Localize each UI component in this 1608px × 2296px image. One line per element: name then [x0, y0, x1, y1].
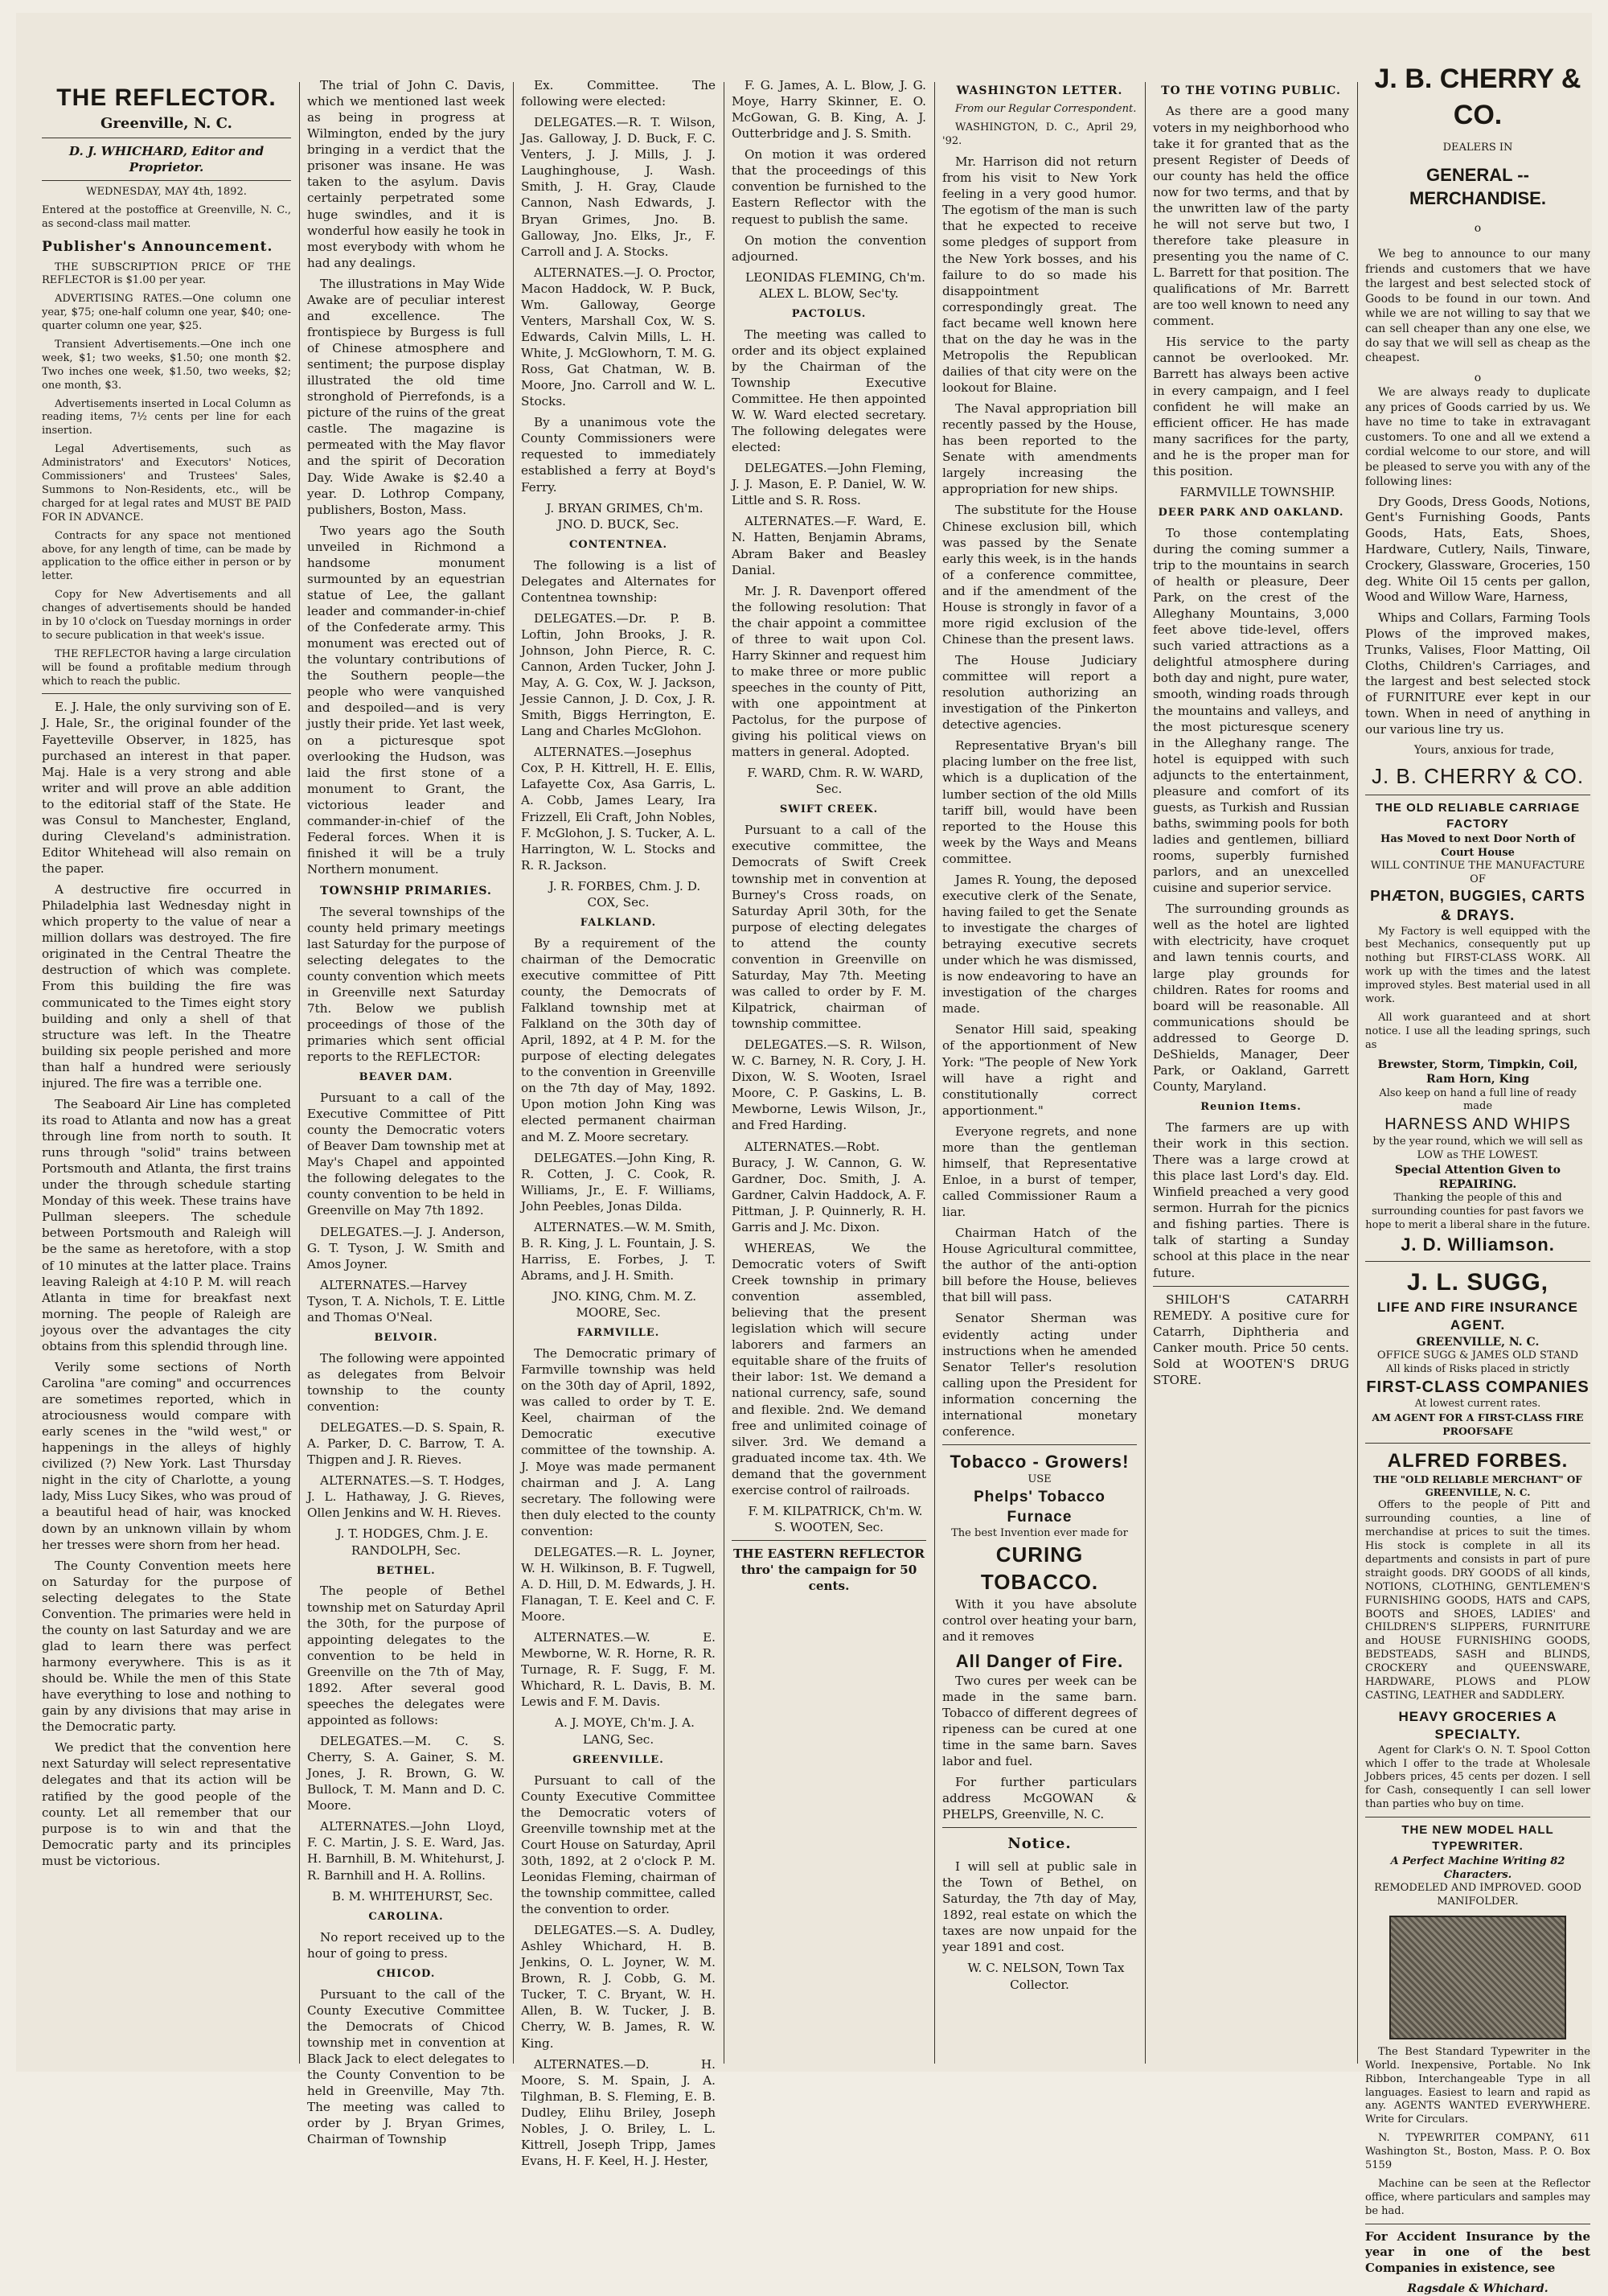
column-2 [307, 77, 505, 2147]
forbes-heavy-groceries: HEAVY GROCERIES A SPECIALTY. [1398, 1708, 1557, 1743]
news-para: The illustrations in May Wide Awake are of peculiar interest and excellence. The frontispiece by Burgess is full of Chinese atmosphere and sentiment; the purpose display illustrated the old time stronghold of Pierrefonds, is a picture of the ruins of the great castle. The magazine is permeated with the May flavor and the spirit of Decoration Day. Wide Awake is $2.40 a year. D. Lothrop Company, publishers, Boston, Mass. [307, 276, 505, 517]
ragsdale-signature: Ragsdale & Whichard. [1407, 2282, 1549, 2295]
news-para: The County Convention meets here on Saturday for the purpose of selecting delegates to the State Convention. The primaries were held in the county on last Saturday and we are glad to learn there was perfect harmony everywhere. This is as it should be. While the men of this State have everything to lose and nothing to gain by any divisions that may arise in the Democratic party. [42, 1558, 291, 1735]
notice-text: I will sell at public sale in the Town of Bethel, on Saturday, the 7th day of May, 1892, real estate on which the taxes are now unpaid for the year 1891 and cost. [942, 1859, 1137, 1955]
sugg-place: GREENVILLE, N. C. [1416, 1335, 1540, 1349]
township-heading: SWIFT CREEK. [779, 803, 879, 816]
delegates: DELEGATES.—R. L. Joyner, W. H. Wilkinson, B. F. Tugwell, A. D. Hill, D. M. Edwards, J. H. Flanagan, T. E. Keel and C. F. Moore. [521, 1544, 716, 1624]
news-para: His service to the party cannot be overlooked. Mr. Barrett has always been active in every campaign, and I feel confident he will make an efficient officer. He has made many sacrifices for the party, and he is the proper man for this position. [1153, 335, 1349, 479]
carriage-harness-pre: Also keep on hand a full line of ready made [1379, 1086, 1577, 1113]
campaign-promo: THE EASTERN REFLECTOR thro' the campaign for 50 cents. [733, 1546, 925, 1594]
cherry-name: J. B. CHERRY & CO. [1374, 64, 1581, 130]
news-para: Senator Sherman was evidently acting under instructions when he amended Senator Teller's resolution calling upon the President for information concerning the international monetary conference. [942, 1311, 1137, 1439]
alternates: ALTERNATES.—W. M. Smith, B. R. King, J. L. Fountain, J. S. Harriss, E. Forbes, J. T. Abrams, and J. H. Smith. [521, 1219, 716, 1284]
news-para: Two years ago the South unveiled in Richmond a handsome monument surmounted by an equestrian statue of Lee, the gallant leader and commander-in-chief of the Confederate army. This monument was erected out of the voluntary contributions of the Southern people—the people who were vanquished and despoiled—and is very justly their pride. Yet last week, on a picturesque spot overlooking the Hudson, was laid the first stone of a monument to Grant, the victorious leader and commander-in-chief of the Federal forces. When it is finished it will be a truly Northern monument. [307, 523, 505, 877]
news-para: The Democratic primary of Farmville township was held on the 30th day of April, 1892, was called to order by T. E. Keel, chairman of the Democratic executive committee of the township. A. J. Moye was made permanent chairman and J. A. Lang secretary. The following were then duly elected to the county convention: [521, 1346, 716, 1538]
masthead-date: WEDNESDAY, MAY 4th, 1892. [86, 186, 247, 199]
ad-text: My Factory is well equipped with the best Mechanics, consequently put up nothing but FIRST-CLASS WORK. All work up with the times and the latest improved styles. Best material used in all work. [1365, 925, 1590, 1006]
carriage-harness: HARNESS AND WHIPS [1384, 1115, 1571, 1134]
publisher-para: Legal Advertisements, such as Administrators' and Executors' Notices, Commissioners' and Trustees' Sales, Summons to Non-Residents, etc., will be charged for at legal rates and MUST BE PAID FOR IN ADVANCE. [42, 443, 291, 524]
news-para: Ex. Committee. The following were elected: [521, 78, 716, 109]
masthead-editor: D. J. WHICHARD, Editor and Proprietor. [68, 144, 265, 175]
signature: W. C. NELSON, Town Tax Collector. [967, 1961, 1125, 1992]
delegates: DELEGATES.—D. S. Spain, R. A. Parker, D. C. Barrow, T. A. Thigpen and J. R. Rieves. [307, 1420, 505, 1468]
ad-text: The Best Standard Typewriter in the World. Inexpensive, Portable. No Ink Ribbon, Interchangeable Type in all languages. Easiest to learn and rapid as any. AGENTS WANTED EVERYWHERE. Write for Circulars. [1365, 2045, 1590, 2126]
news-para: The trial of John C. Davis, which we mentioned last week as being in progress at Wilmington, ended by the jury bringing in a verdict that the prisoner was insane. He was taken to the asylum. Davis certainly perpetrated some huge swindles, and it is wonderful how easily he took in most everybody with whom he had any dealings. [307, 78, 505, 270]
forbes-sub: THE "OLD RELIABLE MERCHANT" OF GREENVILLE, N. C. [1373, 1473, 1582, 1498]
news-para: The several townships of the county held primary meetings last Saturday for the purpose of selecting delegates to the county convention which meets in Greenville next Saturday 7th. Below we publish proceedings of those of the primaries which sent official reports to the REFLECTOR: [307, 904, 505, 1065]
news-para: Pursuant to the call of the County Executive Committee the Democrats of Chicod township met in convention at Black Jack to elect delegates to the County Convention to be held in Greenville, May 7th. The meeting was called to order by J. Bryan Grimes, Chairman of Township [307, 1986, 505, 2147]
township-heading: FARMVILLE. [576, 1327, 660, 1340]
section-heading: TO THE VOTING PUBLIC. [1161, 84, 1341, 97]
sugg-first-class: FIRST-CLASS COMPANIES [1366, 1378, 1590, 1396]
carriage-springs: Brewster, Storm, Timpkin, Coil, Ram Horn, King [1377, 1058, 1578, 1086]
masthead-entry: Entered at the postoffice at Greenville, N. C., as second-class mail matter. [42, 204, 291, 231]
delegates: DELEGATES.—S. A. Dudley, Ashley Whichard, H. B. Jenkins, O. L. Joyner, W. M. Brown, R. J. Cobb, G. M. Tucker, T. C. Bryant, W. H. Allen, B. W. Tucker, J. B. Cherry, W. B. James, R. W. King. [521, 1923, 716, 2051]
cherry-dealers: DEALERS IN [1442, 141, 1513, 154]
news-para: The Naval appropriation bill recently passed by the House, has been reported to the Senate with amendments largely increasing the appropriation for new ships. [942, 401, 1137, 497]
delegates: DELEGATES.—John King, R. R. Cotten, J. C. Cook, R. Williams, Jr., E. F. Williams, John Peebles, Jonas Dilda. [521, 1150, 716, 1214]
delegates: DELEGATES.—Dr. P. B. Loftin, John Brooks, J. R. Johnson, John Pierce, R. C. Cannon, Arden Tucker, John J. May, A. G. Cox, W. J. Jackson, Jessie Cannon, J. D. Cox, J. R. Smith, Biggs Herrington, E. Lang and Charles McGlohon. [521, 610, 716, 739]
publisher-para: Contracts for any space not mentioned above, for any length of time, can be made by application to the office either in person or by letter. [42, 529, 291, 583]
tobacco-curing: CURING TOBACCO. [980, 1542, 1099, 1595]
alternates: ALTERNATES.—D. H. Moore, S. M. Spain, J. A. Tilghman, B. S. Fleming, E. B. Dudley, Elihu Briley, Joseph Nobles, J. O. Briley, L. L. Kittrell, Joseph Tripp, James Evans, H. F. Keel, H. J. Hester, [521, 2056, 716, 2168]
news-para: Senator Hill said, speaking of the apportionment of New York: "The people of New York will have a right and constitutionally correct apportionment." [942, 1022, 1137, 1118]
column-6 [1153, 77, 1349, 2064]
news-para: E. J. Hale, the only surviving son of E. J. Hale, Sr., the original founder of the Fayetteville Observer, in 1825, has purchased an interest in that paper. Maj. Hale is a very strong and able writer and will prove an able addition to the editorial staff of the State. He was Consul to Manchester, England, during Cleveland's administration. Editor Whitehead will also remain on the paper. [42, 700, 291, 877]
news-para: James R. Young, the deposed executive clerk of the Senate, having failed to get the Senate to investigate the charges of betraying executive secrets under which he was dismissed, is now endeavoring to have an investigation of the charges made. [942, 872, 1137, 1017]
township-heading: FALKLAND. [580, 916, 657, 929]
ad-text: Yours, anxious for trade, [1413, 743, 1555, 757]
tobacco-headline: Tobacco - Growers! [950, 1451, 1130, 1472]
typewriter-heading: THE NEW MODEL HALL TYPEWRITER. [1401, 1823, 1554, 1853]
publisher-para: THE SUBSCRIPTION PRICE OF THE REFLECTOR is $1.00 per year. [42, 261, 291, 287]
correspondent: From our Regular Correspondent. [955, 103, 1137, 116]
news-para: The meeting was called to order and its object explained by the Chairman of the Township Executive Committee. He then appointed W. W. Ward elected secretary. The following delegates were elected: [732, 327, 926, 455]
column-masthead [42, 77, 291, 2064]
carriage-moved: Has Moved to next Door North of Court House [1380, 833, 1575, 860]
news-para: We predict that the convention here next Saturday will select representative delegates and that its action will be ratified by the good people of the county. Let all remember that our purpose is to win and that the Democratic party and its principles must be victorious. [42, 1740, 291, 1868]
alternates: ALTERNATES.—W. E. Mewborne, W. R. Horne, R. R. Turnage, R. F. Sugg, F. M. Whichard, R. L. Davis, B. M. Lewis and F. M. Davis. [521, 1630, 716, 1710]
carriage-continue: WILL CONTINUE THE MANUFACTURE OF [1370, 860, 1585, 886]
township-heading: BEAVER DAM. [359, 1071, 453, 1084]
cherry-signature: J. B. CHERRY & CO. [1371, 764, 1585, 789]
signature: J. BRYAN GRIMES, Ch'm. JNO. D. BUCK, Sec. [546, 500, 704, 532]
ad-text: We beg to announce to our many friends and customers that we have the largest and best selected stock of Goods to be found in our town. And while we are not willing to say that we can sell cheaper than any one else, we do say that we will sell as cheap as the cheapest. [1365, 248, 1590, 365]
news-para: The farmers are up with their work in this section. There was a large crowd at this place last Lord's day. Eld. Winfield preached a very good sermon. Hurrah for the picnics and fishing parties. There is talk of starting a Sunday school at this place in the near future. [1153, 1119, 1349, 1280]
newspaper-page [16, 13, 1592, 2295]
typewriter-illustration [1389, 1916, 1566, 2039]
alternates: ALTERNATES.—Harvey Tyson, T. A. Nichols, T. E. Little and Thomas O'Neal. [307, 1277, 505, 1325]
publisher-para: THE REFLECTOR having a large circulation will be found a profitable medium through which to reach the public. [42, 647, 291, 688]
news-para: No report received up to the hour of going to press. [307, 1929, 505, 1961]
column-rule [299, 82, 300, 2064]
delegates: DELEGATES.—S. R. Wilson, W. C. Barney, N. R. Cory, J. H. Dixon, W. S. Wooten, Israel Moore, C. P. Gaskins, L. B. Mewborne, Lewis Wilson, Jr., and Fred Harding. [732, 1037, 926, 1133]
typewriter-sub: A Perfect Machine Writing 82 Characters. [1390, 1854, 1565, 1881]
column-4 [732, 77, 926, 2064]
township-heading: BELVOIR. [374, 1331, 438, 1344]
williamson-signature: J. D. Williamson. [1401, 1234, 1555, 1255]
ad-text: With it you have absolute control over heating your barn, and it removes [942, 1596, 1137, 1644]
publisher-para: ADVERTISING RATES.—One column one year, $75; one-half column one year, $40; one-quarter column one year, $25. [42, 293, 291, 333]
tobacco-tag: The best Invention ever made for [951, 1527, 1128, 1540]
masthead-title: THE REFLECTOR. [56, 84, 277, 111]
news-para: On motion the convention adjourned. [732, 232, 926, 264]
section-heading: Reunion Items. [1200, 1101, 1302, 1114]
news-para: Everyone regrets, and none more than the gentleman himself, that Representative Enloe, in a burst of temper, called Commissioner Raum a liar. [942, 1123, 1137, 1220]
news-para: F. G. James, A. L. Blow, J. G. Moye, Harry Skinner, E. O. McGowan, G. B. King, A. J. Outterbridge and J. S. Smith. [732, 78, 926, 142]
news-para: The following were appointed as delegates from Belvoir township to the county convention: [307, 1350, 505, 1414]
sugg-kinds: All kinds of Risks placed in strictly [1385, 1362, 1570, 1375]
news-para: Mr. Harrison did not return from his visit to New York feeling in a very good humor. The egotism of the man is such that he expected to receive some pledges of support from the New York bosses, and his failure to do so made his disappointment correspondingly great. The fact became well known here that on the day he was in the Metropolis the Republican dailies of that city were on the lookout for Blaine. [942, 154, 1137, 396]
delegates: DELEGATES.—R. T. Wilson, Jas. Galloway, J. D. Buck, F. C. Venters, J. J. Mills, J. J. Laughinghouse, J. Wash. Smith, J. H. Gray, Claude Cannon, Nash Edwards, J. Bryan Grimes, Jno. B. Galloway, Jno. Elks, Jr., F. Carroll and J. A. Stocks. [521, 115, 716, 259]
notice-heading: Notice. [1007, 1835, 1072, 1853]
column-rule [1145, 82, 1146, 2064]
news-para: WHEREAS, We the Democratic voters of Swift Creek township in primary convention assembled, believing that the present legislation which will secure laborers and farmers an equitable share of the fruits of their labor: 1st. We demand a national currency, safe, sound and flexible. 2nd. We demand free and unlimited coinage of silver. 3rd. We demand a graduated income tax. 4th. We demand that the government exercise control of railroads. [732, 1240, 926, 1497]
news-para: Pursuant to a call of the executive committee, the Democrats of Swift Creek township met in convention at Burney's Cross roads, on Saturday April 30th, for the purpose of electing delegates to attend the county convention in Greenville on Saturday, May 7th. Meeting was called to order by F. M. Kilpatrick, chairman of township committee. [732, 823, 926, 1032]
section-heading: WASHINGTON LETTER. [956, 84, 1123, 97]
carriage-harness-post: by the year round, which we will sell as LOW as THE LOWEST. [1372, 1135, 1583, 1161]
ad-text: Agent for Clark's O. N. T. Spool Cotton which I offer to the trade at Wholesale Jobbers prices, 45 cents per dozen. I sell for Cash, consequently I can sell lower than parties who buy on time. [1365, 1744, 1590, 1811]
news-para: On motion it was ordered that the proceedings of this convention be furnished to the Eastern Reflector with the request to publish the same. [732, 147, 926, 227]
news-para: By a requirement of the chairman of the Democratic executive committee of Pitt county, the Democrats of Falkland township met at Falkland on the 30th day of April, 1892, at 4 P. M. for the purpose of electing delegates to the convention in Greenville on the 7th day of May, 1892. Upon motion John King was elected permanent chairman and M. Z. Moore secretary. [521, 935, 716, 1144]
news-para: The following is a list of Delegates and Alternates for Contentnea township: [521, 557, 716, 605]
alternates: ALTERNATES.—Josephus Cox, P. H. Kittrell, H. E. Ellis, Lafayette Cox, Asa Garris, L. A. Cobb, James Leary, Ira Frizzell, Eli Craft, John Nobles, F. McGlohon, J. S. Tucker, A. L. Harrington, W. L. Stocks and R. R. Jackson. [521, 745, 716, 873]
signature: B. M. WHITEHURST, Sec. [331, 1888, 494, 1904]
column-rule [1357, 82, 1358, 2064]
news-para: Mr. J. R. Davenport offered the following resolution: That the chair appoint a committee of three to wait upon Col. Harry Skinner and request him to make three or more public speeches in the county of Pitt, with one appointment at Pactolus, for the purpose of giving his political views on matters in general. Adopted. [732, 583, 926, 760]
alternates: ALTERNATES.—S. T. Hodges, J. L. Hathaway, J. G. Rieves, Ollen Jenkins and W. H. Rieves. [307, 1473, 505, 1521]
news-para: The surrounding grounds as well as the hotel are lighted with electricity, have croquet and lawn tennis courts, and large play grounds for children. Rates for rooms and board will be reasonable. All communications should be addressed to George D. DeShields, Manager, Deer Park, or Oakland, Garrett County, Maryland. [1153, 902, 1349, 1094]
sugg-proofsafe: AM AGENT FOR A FIRST-CLASS FIRE PROOFSAFE [1372, 1411, 1584, 1437]
delegates: DELEGATES.—J. J. Anderson, G. T. Tyson, J. W. Smith and Amos Joyner. [307, 1224, 505, 1271]
carriage-thanks: Thanking the people of this and surrounding counties for past favors we hope to merit a liberal share in the future. [1365, 1192, 1590, 1232]
signature: J. T. HODGES, Chm. J. E. RANDOLPH, Sec. [336, 1526, 489, 1558]
ad-text: For further particulars address McGOWAN & PHELPS, Greenville, N. C. [942, 1775, 1137, 1822]
alternates: ALTERNATES.—J. O. Proctor, Macon Haddock, W. P. Buck, Wm. Galloway, George Venters, Marshall Cox, W. S. Edwards, Calvin Mills, L. H. White, J. McGlowhorn, T. M. G. Ross, Gat Chatman, W. B. Moore, Jno. Carroll and W. L. Stocks. [521, 265, 716, 409]
signature: LEONIDAS FLEMING, Ch'm. ALEX L. BLOW, Sec'ty. [745, 269, 925, 301]
carriage-repairing: Special Attention Given to REPAIRING. [1395, 1163, 1561, 1191]
news-para: By a unanimous vote the County Commissioners were requested to immediately established a ferry at Boyd's Ferry. [521, 415, 716, 495]
ad-text: Dry Goods, Dress Goods, Notions, Gent's Furnishing Goods, Pants Goods, Hats, Eats, Shoes, Hardware, Cutlery, Nails, Tinware, Crockery, Glassware, Groceries, 150 deg. White Oil 15 cents per gallon, Wood and Willow Ware, Harness, [1365, 494, 1590, 605]
ad-text: We are always ready to duplicate any prices of Goods carried by us. We have no time to take in extravagant customers. To one and all we extend a cordial welcome to our store, and will be pleased to serve you with any of the following lines: [1365, 386, 1590, 489]
ad-text: All work guaranteed and at short notice. I use all the leading springs, such as [1365, 1011, 1590, 1051]
publisher-heading: Publisher's Announcement. [42, 239, 273, 256]
sugg-office: OFFICE SUGG & JAMES OLD STAND [1376, 1349, 1579, 1362]
dateline: WASHINGTON, D. C., April 29, '92. [942, 121, 1137, 148]
forbes-name: ALFRED FORBES. [1387, 1450, 1569, 1472]
ad-text: N. TYPEWRITER COMPANY, 611 Washington St., Boston, Mass. P. O. Box 5159 [1365, 2132, 1590, 2171]
publisher-para: Transient Advertisements.—One inch one week, $1; two weeks, $1.50; one month $2. Two inches one week, $1.50, two weeks, $2; one month, $3. [42, 339, 291, 392]
township-heading: CAROLINA. [368, 1910, 444, 1923]
masthead-place: Greenville, N. C. [100, 114, 232, 132]
carriage-phaeton: PHÆTON, BUGGIES, CARTS & DRAYS. [1370, 888, 1585, 923]
sugg-lowest: At lowest current rates. [1414, 1398, 1541, 1411]
delegates: DELEGATES.—M. C. S. Cherry, S. A. Gainer, S. M. Jones, J. R. Brown, G. W. Bullock, T. M. Mann and D. C. Moore. [307, 1734, 505, 1813]
alternates: ALTERNATES.—John Lloyd, F. C. Martin, J. S. E. Ward, Jas. H. Barnhill, B. M. Whitehurst, J. R. Barnhill and H. A. Rollins. [307, 1819, 505, 1883]
publisher-para: Advertisements inserted in Local Column as reading items, 7½ cents per line for each insertion. [42, 397, 291, 437]
alternates: ALTERNATES.—Robt. Buracy, J. W. Cannon, G. W. Gardner, Doc. Smith, J. A. Gardner, Calvin Haddock, A. F. Pittman, J. P. Quinnerly, R. H. Garris and J. Mc. Dixon. [732, 1139, 926, 1234]
tobacco-use: USE [1028, 1472, 1052, 1485]
news-para: Verily some sections of North Carolina "are coming" and occurrences are sometimes reported, which in atrociousness would compare with early scenes in the "wild west," or happenings in the alleys of highly civilized (?) New York. Last Thursday night in the city of Charlotte, a young lady, Miss Lucy Sikes, who was proud of a beautiful head of hair, was knocked down by an unknown villain by whom her tresses were shorn from her head. [42, 1359, 292, 1552]
ad-text: Offers to the people of Pitt and surrounding counties, a line of merchandise at prices to suit the times. His stock is complete in all its departments and consists in part of pure straight goods. DRY GOODS of all kinds, NOTIONS, CLOTHING, GENTLEMEN'S FURNISHING GOODS, HATS and CAPS, BOOTS and SHOES, LADIES' and CHILDREN'S SLIPPERS, FURNITURE and HOUSE FURNISHING GOODS, BEDSTEADS, SASH and BLINDS, CROCKERY and QUEENSWARE, HARDWARE, PLOWS and PLOW CASTING, LEATHER and SADDLERY. [1365, 1499, 1590, 1702]
signature: JNO. KING, Chm. M. Z. MOORE, Sec. [552, 1289, 697, 1321]
ad-text: Two cures per week can be made in the same barn. Tobacco of different degrees of ripeness can be cured at one time in the same barn. Saves labor and fuel. [942, 1673, 1137, 1769]
sugg-title: LIFE AND FIRE INSURANCE AGENT. [1377, 1299, 1578, 1333]
signature: A. J. MOYE, Ch'm. J. A. LANG, Sec. [555, 1715, 695, 1747]
publisher-para: Copy for New Advertisements and all changes of advertisements should be handed in by 10 o'clock on Tuesday mornings in order to secure publication in that week's issue. [42, 589, 291, 642]
tobacco-danger: All Danger of Fire. [955, 1650, 1124, 1671]
accident-ad: For Accident Insurance by the year in one of the best Companies in existence, see [1365, 2228, 1590, 2276]
township-heading: CONTENTNEA. [568, 538, 668, 551]
news-para: Pursuant to call of the County Executive Committee the Democratic voters of Greenville township met at the Court House on Saturday, April 30th, 1892, at 2 o'clock P. M. Leonidas Fleming, chairman of the township committee, called the convention to order. [521, 1772, 716, 1916]
signature: J. R. FORBES, Chm. J. D. COX, Sec. [548, 878, 701, 910]
alternates: ALTERNATES.—F. Ward, E. N. Hatten, Benjamin Abrams, Abram Baker and Beasley Danial. [732, 514, 926, 577]
signature: FARMVILLE TOWNSHIP. [1179, 484, 1335, 499]
news-para: As there are a good many voters in my neighborhood who take it for granted that as the present Register of Deeds of our county has held the office now for two terms, and that by the unwritten law of the party he will not serve but two, I therefore take pleasure in presenting you the name of C. L. Barrett for that position. The qualifications of Mr. Barrett are too well known to need any comment. [1153, 104, 1349, 329]
column-rule [513, 82, 514, 2064]
township-heading: BETHEL. [376, 1564, 436, 1577]
news-para: Representative Bryan's bill placing lumber on the free list, which is a duplication of the lumber section of the old Mills tariff bill, would have been reported to the House this week by the Ways and Means committee. [942, 738, 1137, 866]
sugg-name: J. L. SUGG, [1406, 1269, 1549, 1296]
ad-text: SHILOH'S CATARRH REMEDY. A positive cure for Catarrh, Diphtheria and Canker mouth. Price 50 cents. Sold at WOOTEN'S DRUG STORE. [1153, 1292, 1349, 1387]
column-5 [942, 77, 1137, 2064]
ad-text: Machine can be seen at the Reflector office, where particulars and samples may be had. [1365, 2177, 1590, 2217]
signature: F. WARD, Chm. R. W. WARD, Sec. [747, 766, 924, 797]
column-ads: J. B. CHERRY & CO. DEALERS IN GENERAL -- MERCHANDISE. o We beg to announce to our many friends and customers that we have the largest and best selected stock of Goods to be found in our town. And while we are not willing to say that we can sell cheaper than any one else, we do say that we will sell as cheap as the cheapest. o We are always ready to duplicate any prices of Goods carried by us. We have no time to take in extravagant customers. To one and all we extend a cordial welcome to our store, and will be pleased to serve you with any of the following lines: Dry Goods, Dress Goods, Notions, Gent's Furnishing Goods, Pants Goods, Hats, Eats, Shoes, Hardware, Cutlery, Nails, Tinware, Crockery, Glassware, Groceries, 150 deg. White Oil 15 cents per gallon, Wood and Willow Ware, Harness, Whips and Collars, Farming Tools Plows of the improved makes, Trunks, Valises, Floor Matting, Oil Cloths, Children's Carriages, and the largest and best selected stock of FURNITURE ever kept in our town. When in need of anything in our various line try us. Yours, anxious for trade, J. B. CHERRY & CO. THE OLD RELIABLE CARRIAGE FACTORY Has Moved to next Door North of Court House WILL CONTINUE THE MANUFACTURE OF PHÆTON, BUGGIES, CARTS & DRAYS. My Factory is well equipped with the best Mechanics, consequently put up nothing but FIRST-CLASS WORK. All work up with the times and the latest improved styles. Best material used in all work. All work guaranteed and at short notice. I use all the leading springs, such as Brewster, Storm, Timpkin, Coil, Ram Horn, King Also keep on hand a full line of ready made HARNESS AND WHIPS by the year round, which we will sell as LOW as THE LOWEST. Special Attention Given to REPAIRING. Thanking the people of this and surrounding counties for past favors we hope to merit a liberal share in the future. J. D. Williamson. J. L. SUGG, LIFE AND FIRE INSURANCE AGENT. GREENVILLE, N. C. OFFICE SUGG & JAMES OLD STAND All kinds of Risks placed in strictly FIRST-CLASS COMPANIES At lowest current rates. AM AGENT FOR A FIRST-CLASS FIRE PROOFSAFE ALFRED FORBES. THE "OLD RELIABLE MERCHANT" OF GREENVILLE, N. C. Offers to the people of Pitt and surrounding counties, a line of merchandise at prices to suit the times. His stock is complete in all its departments and consists in part of pure straight goods. DRY GOODS of all kinds, NOTIONS, CLOTHING, GENTLEMEN'S FURNISHING GOODS, HATS and CAPS, BOOTS and SHOES, LADIES' and CHILDREN'S SLIPPERS, FURNITURE and HOUSE FURNISHING GOODS, BEDSTEADS, SASH and BLINDS, CROCKERY and QUEENSWARE, HARDWARE, PLOWS and PLOW CASTING, LEATHER and SADDLERY. HEAVY GROCERIES A SPECIALTY. Agent for Clark's O. N. T. Spool Cotton which I offer to the trade at Wholesale Jobbers prices, 45 cents per dozen. I sell for Cash, consequently I can sell lower than parties who buy on time. THE NEW MODEL HALL TYPEWRITER. A Perfect Machine Writing 82 Characters. REMODELED AND IMPROVED. GOOD MANIFOLDER. The Best Standard Typewriter in the World. Inexpensive, Portable. No Ink Ribbon, Interchangeable Type in all languages. Easiest to learn and rapid as any. AGENTS WANTED EVERYWHERE. Write for Circulars. N. TYPEWRITER COMPANY, 611 Washington St., Boston, Mass. P. O. Box 5159 Machine can be seen at the Reflector office, where particulars and samples may be had. For Accident Insurance by the year in one of the best Companies in existence, see Ragsdale & Whichard. [1365, 61, 1590, 2064]
section-heading: DEER PARK AND OAKLAND. [1158, 506, 1344, 519]
tobacco-product: Phelps' Tobacco Furnace [974, 1488, 1106, 1526]
township-heading: CHICOD. [376, 1967, 436, 1980]
signature: F. M. KILPATRICK, Ch'm. W. S. WOOTEN, Sec. [748, 1503, 923, 1534]
news-para: The substitute for the House Chinese exclusion bill, which was passed by the Senate early this week, is in the hands of a conference committee, and if the amendment of the House is strongly in favor of a more rigid exclusion of the Chinese than the present laws. [942, 503, 1137, 647]
township-heading: PACTOLUS. [791, 307, 867, 320]
news-para: Pursuant to a call of the Executive Committee of Pitt county the Democratic voters of Beaver Dam township met at May's Chapel and appointed the following delegates to the county convention to be held in Greenville on May 7th 1892. [307, 1090, 505, 1218]
news-para: The Seaboard Air Line has completed its road to Atlanta and now has a great through line from north to south. It runs through "solid" trains between Portsmouth and Atlanta, the first trains under the through schedule starting Monday of this week. These trains have Pullman sleepers. The schedule between Portsmouth and Raleigh will be the same as heretofore, with a stop of 10 minutes at the latter place. Trains leaving Raleigh at 4:10 P. M. will reach Atlanta in time for breakfast next morning. The people of Raleigh are joyous over the advantages the city obtains from this splendid through line. [42, 1096, 291, 1353]
news-para: To those contemplating during the coming summer a trip to the mountains in search of health or pleasure, Deer Park, on the crest of the Alleghany Mountains, 3,000 feet above tide-level, offers such varied attractions as a delightful atmosphere during both day and night, pure water, smooth, winding roads through the mountains and valleys, and the most picturesque scenery in the Alleghany range. The hotel is equipped with such adjuncts to the entertainment, pleasure and comfort of its guests, as Turkish and Russian baths, swimming pools for both ladies and gentlemen, billiard rooms, superbly furnished parlors, and an unexcelled cuisine and superior service. [1153, 525, 1349, 896]
typewriter-sub2: REMODELED AND IMPROVED. GOOD MANIFOLDER. [1374, 1882, 1581, 1908]
carriage-heading: THE OLD RELIABLE CARRIAGE FACTORY [1375, 801, 1581, 832]
news-para: A destructive fire occurred in Philadelphia last Wednesday night in which property to the value of near a million dollars was destroyed. The fire originated in the Central Theatre the destruction of which was complete. From this building the fire was communicated to the Times eight story building and only a shell of that structure was left. In the Theatre building six people perished and more than half a hundred were seriously injured. The fire was a terrible one. [42, 882, 291, 1090]
column-rule [934, 82, 935, 2064]
column-3 [521, 77, 716, 2168]
cherry-general: GENERAL -- MERCHANDISE. [1409, 164, 1546, 208]
delegates: DELEGATES.—John Fleming, J. J. Mason, E. P. Daniel, W. W. Little and S. R. Ross. [732, 461, 926, 508]
ad-text: Whips and Collars, Farming Tools Plows of the improved makes, Trunks, Valises, Floor Matting, Oil Cloths, Children's Carriages, and the largest and best selected stock of FURNITURE ever kept in our town. When in need of anything in our various line try us. [1365, 610, 1590, 737]
news-para: The House Judiciary committee will report a resolution authorizing an investigation of the Pinkerton detective agencies. [942, 653, 1137, 733]
news-para: Chairman Hatch of the House Agricultural committee, the author of the anti-option bill before the House, believes that bill will pass. [942, 1226, 1137, 1305]
township-heading: GREENVILLE. [572, 1753, 664, 1766]
news-para: The people of Bethel township met on Saturday April the 30th, for the purpose of appointing delegates to the convention to be held in Greenville on the 7th of May, 1892. After several good speeches the delegates were appointed as follows: [307, 1583, 505, 1727]
section-heading: TOWNSHIP PRIMARIES. [320, 885, 492, 898]
